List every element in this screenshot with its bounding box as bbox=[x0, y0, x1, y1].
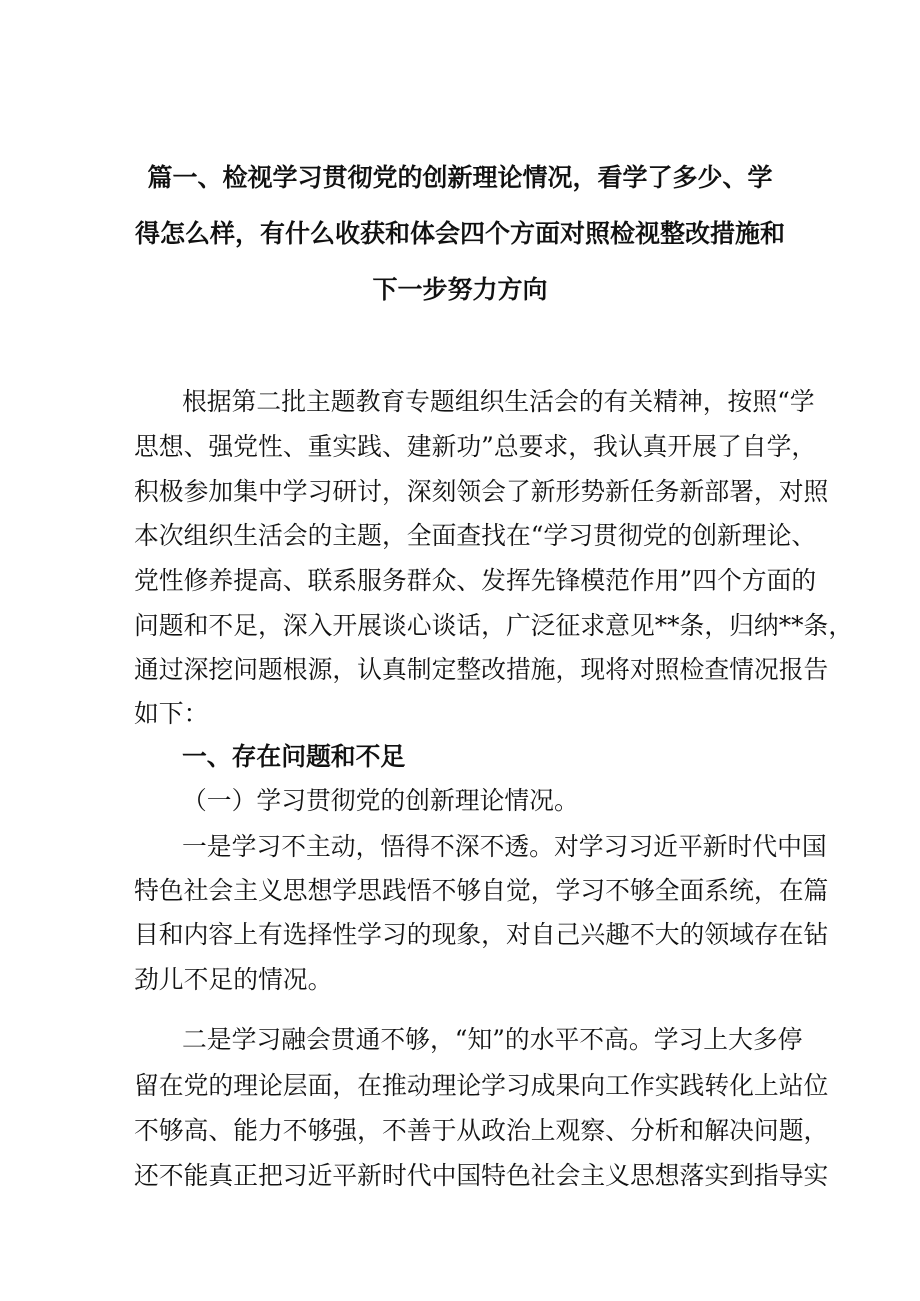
document-title-line-3: 下一步努力方向 bbox=[372, 275, 548, 304]
paragraph-one-line: 目和内容上有选择性学习的现象，对自己兴趣不大的领域存在钻 bbox=[134, 920, 829, 949]
intro-paragraph-line: 根据第二批主题教育专题组织生活会的有关精神，按照“学 bbox=[182, 387, 815, 416]
document-title-line-1: 篇一、检视学习贯彻党的创新理论情况，看学了多少、学 bbox=[147, 163, 773, 192]
intro-paragraph-line: 本次组织生活会的主题，全面查找在“学习贯彻党的创新理论、 bbox=[134, 521, 817, 550]
section-heading: 一、存在问题和不足 bbox=[182, 742, 406, 771]
intro-paragraph-line: 党性修养提高、联系服务群众、发挥先锋模范作用”四个方面的 bbox=[134, 566, 817, 595]
intro-paragraph-line: 通过深挖问题根源，认真制定整改措施，现将对照检查情况报告 bbox=[134, 655, 829, 684]
paragraph-one-line: 一是学习不主动，悟得不深不透。对学习习近平新时代中国 bbox=[182, 832, 827, 861]
intro-paragraph-line: 思想、强党性、重实践、建新功”总要求，我认真开展了自学， bbox=[134, 432, 817, 461]
intro-paragraph-line: 问题和不足，深入开展谈心谈话，广泛征求意见**条，归纳**条， bbox=[134, 611, 854, 640]
paragraph-two-line: 留在党的理论层面，在推动理论学习成果向工作实践转化上站位 bbox=[134, 1071, 829, 1100]
paragraph-two-line: 不够高、能力不够强，不善于从政治上观察、分析和解决问题， bbox=[134, 1116, 829, 1145]
intro-paragraph-line: 如下： bbox=[134, 699, 209, 728]
paragraph-one-line: 劲儿不足的情况。 bbox=[134, 965, 333, 994]
paragraph-one-line: 特色社会主义思想学思践悟不够自觉，学习不够全面系统，在篇 bbox=[134, 876, 829, 905]
paragraph-two-line: 还不能真正把习近平新时代中国特色社会主义思想落实到指导实 bbox=[134, 1161, 829, 1190]
subsection-heading: （一）学习贯彻党的创新理论情况。 bbox=[182, 786, 579, 815]
document-title-line-2: 得怎么样，有什么收获和体会四个方面对照检视整改措施和 bbox=[134, 219, 785, 248]
intro-paragraph-line: 积极参加集中学习研讨，深刻领会了新形势新任务新部署，对照 bbox=[134, 477, 829, 506]
paragraph-two-line: 二是学习融会贯通不够，“知”的水平不高。学习上大多停 bbox=[182, 1025, 803, 1054]
